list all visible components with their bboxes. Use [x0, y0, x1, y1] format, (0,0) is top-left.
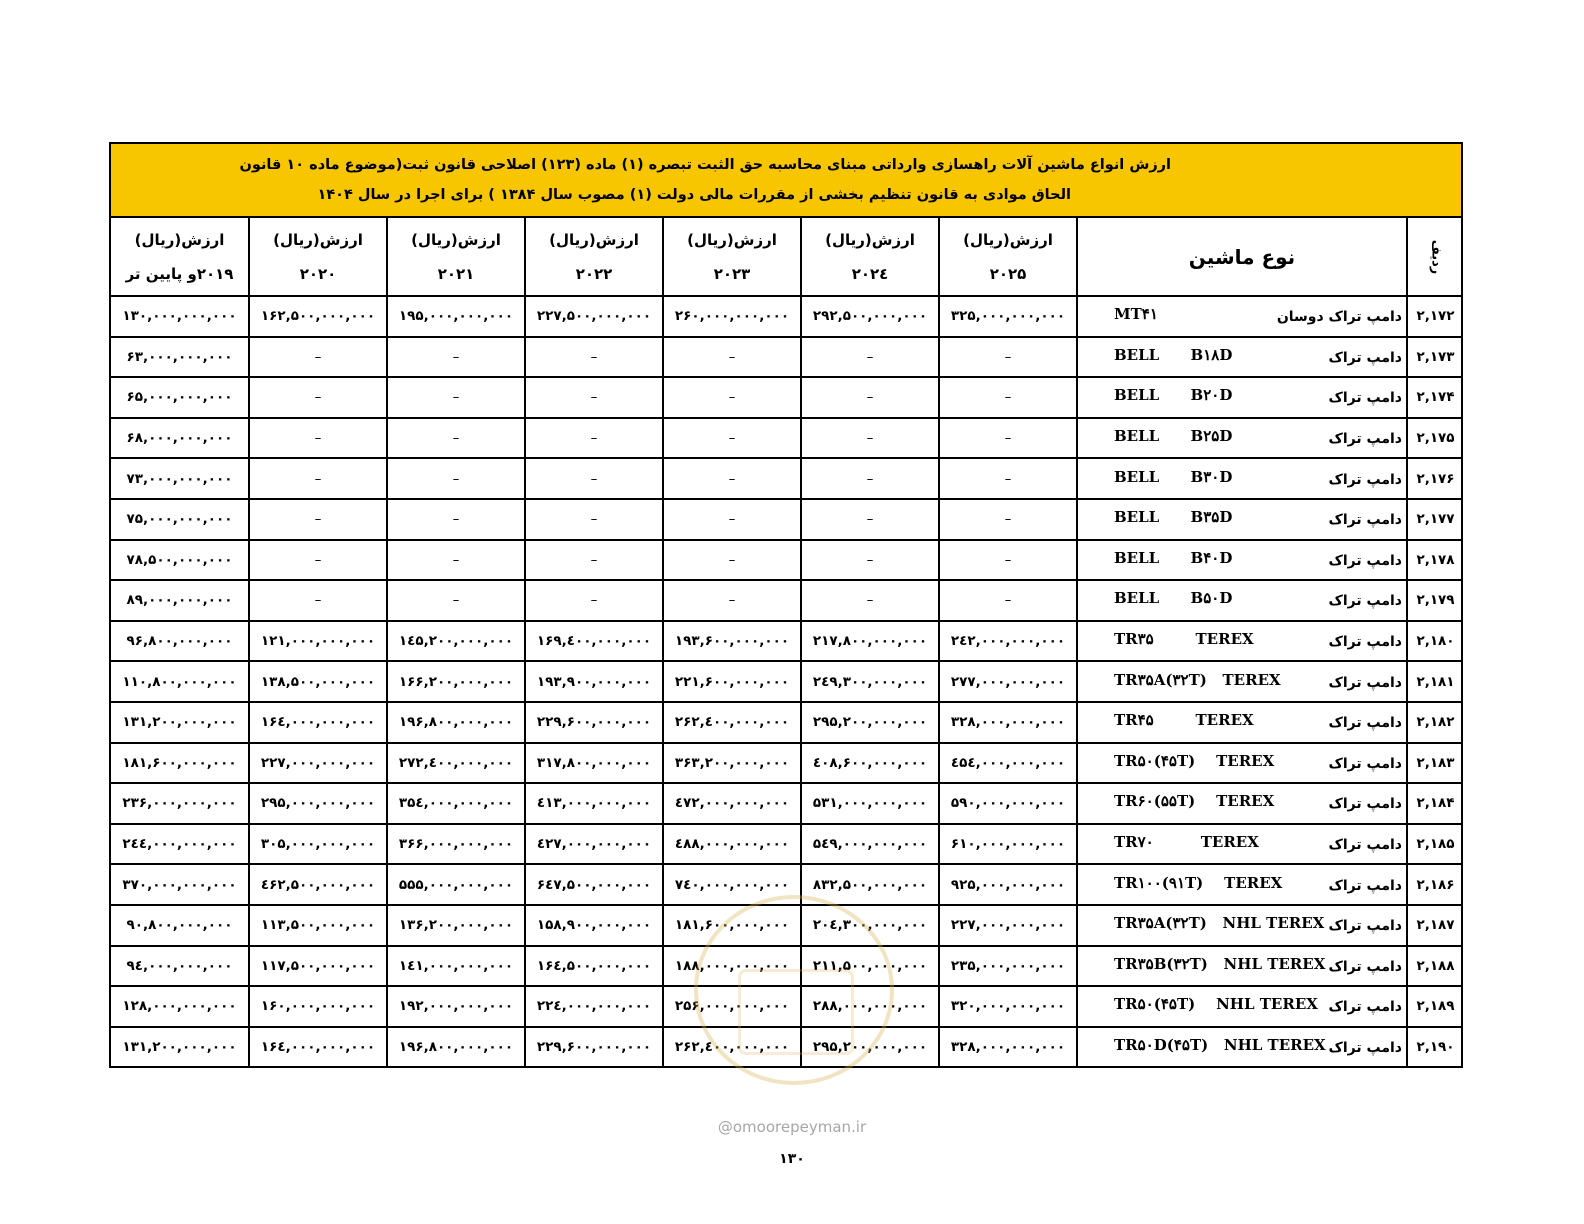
value-cell: ۱۶٤,۰۰۰,۰۰۰,۰۰۰	[249, 1027, 387, 1067]
machine-type-cell	[1077, 864, 1407, 905]
value-cell: ۱۱۰,۸۰۰,۰۰۰,۰۰۰	[111, 661, 249, 702]
machine-type-cell	[1077, 418, 1407, 459]
value-cell: ۳۲۵,۰۰۰,۰۰۰,۰۰۰	[939, 296, 1077, 337]
value-cell: –	[663, 458, 801, 499]
value-cell: –	[663, 377, 801, 418]
value-cell: –	[249, 377, 387, 418]
machine-type-cell	[1077, 986, 1407, 1027]
value-cell: ۳۲۸,۰۰۰,۰۰۰,۰۰۰	[939, 1027, 1077, 1067]
value-cell: ۲٤۹,۳۰۰,۰۰۰,۰۰۰	[801, 661, 939, 702]
row-code: ۲,۱۸۴	[1407, 783, 1463, 824]
value-cell: –	[663, 337, 801, 378]
value-cell: ۱۵۸,۹۰۰,۰۰۰,۰۰۰	[525, 905, 663, 946]
machine-type-cell	[1077, 377, 1407, 418]
machine-type-cell	[1077, 296, 1407, 337]
machine-model: MT۴۱	[1114, 305, 1158, 324]
value-cell: –	[249, 458, 387, 499]
value-cell: ۱۸۸,۰۰۰,۰۰۰,۰۰۰	[663, 946, 801, 987]
value-cell: ۱۳۱,۲۰۰,۰۰۰,۰۰۰	[111, 702, 249, 743]
value-cell: –	[249, 499, 387, 540]
row-code: ۲,۱۷۹	[1407, 580, 1463, 621]
value-cell: –	[387, 499, 525, 540]
value-cell: –	[939, 499, 1077, 540]
value-cell: –	[387, 337, 525, 378]
header-year-2023: ارزش(ریال) ۲۰۲۳	[663, 218, 801, 296]
machine-model: BELL B۴۰D	[1114, 549, 1233, 568]
value-cell: –	[387, 458, 525, 499]
value-cell: ۲۲۱,۶۰۰,۰۰۰,۰۰۰	[663, 661, 801, 702]
value-cell: ۵۳۱,۰۰۰,۰۰۰,۰۰۰	[801, 783, 939, 824]
table-row	[111, 296, 1463, 337]
value-cell: ۱۶٤,۵۰۰,۰۰۰,۰۰۰	[525, 946, 663, 987]
row-code: ۲,۱۷۶	[1407, 458, 1463, 499]
value-cell: –	[525, 580, 663, 621]
value-cell: ۳۰۵,۰۰۰,۰۰۰,۰۰۰	[249, 824, 387, 865]
machine-model: TR۳۵A(۳۲T) TEREX	[1114, 670, 1281, 689]
table-row	[111, 702, 1463, 743]
table-row	[111, 661, 1463, 702]
value-cell: ٤۷۲,۰۰۰,۰۰۰,۰۰۰	[663, 783, 801, 824]
value-cell: ۱۹۵,۰۰۰,۰۰۰,۰۰۰	[387, 296, 525, 337]
machine-model: BELL B۵۰D	[1114, 589, 1233, 608]
value-cell: –	[249, 580, 387, 621]
value-cell: –	[387, 540, 525, 581]
table-row	[111, 377, 1463, 418]
row-code: ۲,۱۸۰	[1407, 621, 1463, 662]
table-row	[111, 458, 1463, 499]
machine-model: TR۳۵B(۳۲T) NHL TEREX	[1114, 954, 1326, 973]
row-code: ۲,۱۸۷	[1407, 905, 1463, 946]
table-row	[111, 499, 1463, 540]
value-cell: ۲۲٤,۰۰۰,۰۰۰,۰۰۰	[525, 986, 663, 1027]
value-cell: ۷۵,۰۰۰,۰۰۰,۰۰۰	[111, 499, 249, 540]
machine-name: دامپ تراک	[1328, 471, 1402, 488]
row-code: ۲,۱۸۵	[1407, 824, 1463, 865]
value-cell: ۱۶۲,۵۰۰,۰۰۰,۰۰۰	[249, 296, 387, 337]
value-cell: ۲۳۶,۰۰۰,۰۰۰,۰۰۰	[111, 783, 249, 824]
value-cell: –	[801, 337, 939, 378]
machine-model: BELL B۳۵D	[1114, 508, 1233, 527]
value-cell: –	[939, 418, 1077, 459]
machine-type-cell	[1077, 783, 1407, 824]
row-code: ۲,۱۸۹	[1407, 986, 1463, 1027]
value-cell: ٤۰۸,۶۰۰,۰۰۰,۰۰۰	[801, 743, 939, 784]
machine-type-cell	[1077, 540, 1407, 581]
machine-model: TR۳۵ TEREX	[1114, 630, 1254, 649]
value-cell: –	[249, 418, 387, 459]
machine-type-cell	[1077, 580, 1407, 621]
row-code: ۲,۱۷۳	[1407, 337, 1463, 378]
value-cell: ۲۵۶,۰۰۰,۰۰۰,۰۰۰	[663, 986, 801, 1027]
value-cell: ۱۲۱,۰۰۰,۰۰۰,۰۰۰	[249, 621, 387, 662]
machine-model: TR۳۵A(۳۲T) NHL TEREX	[1114, 914, 1325, 933]
value-cell: ۵٤۹,۰۰۰,۰۰۰,۰۰۰	[801, 824, 939, 865]
value-cell: ۱۹۳,۹۰۰,۰۰۰,۰۰۰	[525, 661, 663, 702]
table-row	[111, 540, 1463, 581]
machine-name: دامپ تراک	[1328, 430, 1402, 447]
value-cell: –	[939, 458, 1077, 499]
value-cell: ۱۱۳,۵۰۰,۰۰۰,۰۰۰	[249, 905, 387, 946]
machine-name: دامپ تراک	[1328, 715, 1402, 732]
watermark-seal	[694, 895, 894, 1085]
value-cell: ۷۳,۰۰۰,۰۰۰,۰۰۰	[111, 458, 249, 499]
machine-name: دامپ تراک	[1328, 918, 1402, 935]
value-cell: –	[525, 458, 663, 499]
value-cell: ۲۰٤,۳۰۰,۰۰۰,۰۰۰	[801, 905, 939, 946]
machine-type-cell	[1077, 661, 1407, 702]
value-cell: ۹٤,۰۰۰,۰۰۰,۰۰۰	[111, 946, 249, 987]
value-cell: ۲۲۷,۰۰۰,۰۰۰,۰۰۰	[939, 905, 1077, 946]
value-cell: ۱۳۱,۲۰۰,۰۰۰,۰۰۰	[111, 1027, 249, 1067]
value-cell: ۲۷۷,۰۰۰,۰۰۰,۰۰۰	[939, 661, 1077, 702]
machine-model: BELL B۱۸D	[1114, 346, 1233, 365]
row-code: ۲,۱۸۳	[1407, 743, 1463, 784]
value-cell: –	[663, 499, 801, 540]
value-cell: ٤۲۷,۰۰۰,۰۰۰,۰۰۰	[525, 824, 663, 865]
value-cell: –	[663, 540, 801, 581]
row-code: ۲,۱۸۶	[1407, 864, 1463, 905]
value-cell: –	[525, 418, 663, 459]
row-code: ۲,۱۸۲	[1407, 702, 1463, 743]
value-cell: ۱۱۷,۵۰۰,۰۰۰,۰۰۰	[249, 946, 387, 987]
machine-model: TR۴۵ TEREX	[1114, 711, 1254, 730]
machine-name: دامپ تراک دوسان	[1276, 309, 1402, 326]
value-cell: ۱۶۹,٤۰۰,۰۰۰,۰۰۰	[525, 621, 663, 662]
header-row	[111, 218, 1463, 296]
value-cell: ۲۹۲,۵۰۰,۰۰۰,۰۰۰	[801, 296, 939, 337]
machine-name: دامپ تراک	[1328, 349, 1402, 366]
header-year-2025: ارزش(ریال) ۲۰۲۵	[939, 218, 1077, 296]
title-line-2: الحاق موادی به قانون تنظیم بخشی از مقررات مالی دولت (۱) مصوب سال ۱۳۸۴ ) برای اجرا در سال ۱۴۰۴	[317, 187, 1071, 203]
value-cell: –	[525, 499, 663, 540]
value-cell: ۱۹۶,۸۰۰,۰۰۰,۰۰۰	[387, 702, 525, 743]
value-cell: ۲۹۵,۲۰۰,۰۰۰,۰۰۰	[801, 1027, 939, 1067]
value-cell: ۲۲۹,۶۰۰,۰۰۰,۰۰۰	[525, 702, 663, 743]
value-cell: ۱۶۰,۰۰۰,۰۰۰,۰۰۰	[249, 986, 387, 1027]
value-cell: –	[801, 418, 939, 459]
table-row	[111, 580, 1463, 621]
value-cell: ۹۶,۸۰۰,۰۰۰,۰۰۰	[111, 621, 249, 662]
machine-model: BELL B۲۰D	[1114, 386, 1233, 405]
value-cell: ۲۲۷,۰۰۰,۰۰۰,۰۰۰	[249, 743, 387, 784]
value-cell: ٤۶۲,۵۰۰,۰۰۰,۰۰۰	[249, 864, 387, 905]
machine-model: TR۵۰(۴۵T) TEREX	[1114, 752, 1275, 771]
machine-name: دامپ تراک	[1328, 958, 1402, 975]
value-cell: ۷۸,۵۰۰,۰۰۰,۰۰۰	[111, 540, 249, 581]
value-cell: ۱۶٤,۰۰۰,۰۰۰,۰۰۰	[249, 702, 387, 743]
value-cell: ٤۸۸,۰۰۰,۰۰۰,۰۰۰	[663, 824, 801, 865]
header-year-2020: ارزش(ریال) ۲۰۲۰	[249, 218, 387, 296]
header-rank: ردیف	[1407, 218, 1463, 296]
value-cell: –	[387, 580, 525, 621]
value-cell: ۲۷۲,٤۰۰,۰۰۰,۰۰۰	[387, 743, 525, 784]
value-cell: ٤۱۳,۰۰۰,۰۰۰,۰۰۰	[525, 783, 663, 824]
value-cell: ۹۲۵,۰۰۰,۰۰۰,۰۰۰	[939, 864, 1077, 905]
header-year-2021: ارزش(ریال) ۲۰۲۱	[387, 218, 525, 296]
row-code: ۲,۱۸۸	[1407, 946, 1463, 987]
machine-type-cell	[1077, 824, 1407, 865]
value-cell: ۲۹۵,۲۰۰,۰۰۰,۰۰۰	[801, 702, 939, 743]
header-year-2022: ارزش(ریال) ۲۰۲۲	[525, 218, 663, 296]
value-cell: ۳۶۶,۰۰۰,۰۰۰,۰۰۰	[387, 824, 525, 865]
row-code: ۲,۱۸۱	[1407, 661, 1463, 702]
website-watermark: @omoorepeyman.ir	[717, 1118, 867, 1136]
machine-type-cell	[1077, 905, 1407, 946]
value-cell: ۲۲۷,۵۰۰,۰۰۰,۰۰۰	[525, 296, 663, 337]
table-row	[111, 743, 1463, 784]
value-cell: ۹۰,۸۰۰,۰۰۰,۰۰۰	[111, 905, 249, 946]
value-cell: –	[801, 458, 939, 499]
value-cell: ۱٤۱,۰۰۰,۰۰۰,۰۰۰	[387, 946, 525, 987]
value-cell: ۱۹۶,۸۰۰,۰۰۰,۰۰۰	[387, 1027, 525, 1067]
machine-name: دامپ تراک	[1328, 512, 1402, 529]
value-cell: –	[801, 499, 939, 540]
value-cell: –	[939, 377, 1077, 418]
value-cell: ۳۶۳,۲۰۰,۰۰۰,۰۰۰	[663, 743, 801, 784]
machine-model: BELL B۲۵D	[1114, 427, 1233, 446]
value-cell: ۱۹۳,۶۰۰,۰۰۰,۰۰۰	[663, 621, 801, 662]
value-cell: ۱۲۸,۰۰۰,۰۰۰,۰۰۰	[111, 986, 249, 1027]
row-code: ۲,۱۷۷	[1407, 499, 1463, 540]
value-cell: ۳۲۸,۰۰۰,۰۰۰,۰۰۰	[939, 702, 1077, 743]
machine-type-cell	[1077, 1027, 1407, 1067]
row-code: ۲,۱۷۴	[1407, 377, 1463, 418]
machine-type-cell	[1077, 702, 1407, 743]
value-cell: ۲٤۲,۰۰۰,۰۰۰,۰۰۰	[939, 621, 1077, 662]
table-row	[111, 824, 1463, 865]
value-cell: –	[525, 377, 663, 418]
value-cell: –	[525, 337, 663, 378]
value-cell: –	[249, 337, 387, 378]
value-cell: ۲۱۱,۵۰۰,۰۰۰,۰۰۰	[801, 946, 939, 987]
value-cell: ۱۳۰,۰۰۰,۰۰۰,۰۰۰	[111, 296, 249, 337]
value-cell: ۲۶۲,٤۰۰,۰۰۰,۰۰۰	[663, 1027, 801, 1067]
machine-type-cell	[1077, 946, 1407, 987]
value-cell: ۱٤۵,۲۰۰,۰۰۰,۰۰۰	[387, 621, 525, 662]
row-code: ۲,۱۷۸	[1407, 540, 1463, 581]
value-cell: ۷٤۰,۰۰۰,۰۰۰,۰۰۰	[663, 864, 801, 905]
value-cell: ۵۹۰,۰۰۰,۰۰۰,۰۰۰	[939, 783, 1077, 824]
value-cell: ۲۸۸,۰۰۰,۰۰۰,۰۰۰	[801, 986, 939, 1027]
machine-type-cell	[1077, 337, 1407, 378]
table-title	[111, 144, 1461, 218]
machine-name: دامپ تراک	[1328, 877, 1402, 894]
value-cell: ۸۳۲,۵۰۰,۰۰۰,۰۰۰	[801, 864, 939, 905]
value-cell: ۲۶۰,۰۰۰,۰۰۰,۰۰۰	[663, 296, 801, 337]
value-cell: –	[939, 337, 1077, 378]
value-cell: –	[801, 580, 939, 621]
value-cell: –	[249, 540, 387, 581]
title-line-1: ارزش انواع ماشین آلات راهسازی وارداتی مبنای محاسبه حق الثبت تبصره (۱) ماده (۱۲۳) اصلاحی قانون ثبت(موضوع ماده ۱۰ قانون	[239, 157, 1171, 173]
machine-model: TR۷۰ TEREX	[1114, 833, 1259, 852]
header-year-2019-and-earlier: ارزش(ریال) ۲۰۱۹و پایین تر	[111, 218, 249, 296]
value-cell: –	[387, 418, 525, 459]
value-cell: ۸۹,۰۰۰,۰۰۰,۰۰۰	[111, 580, 249, 621]
machine-model: BELL B۳۰D	[1114, 467, 1233, 486]
table-row	[111, 621, 1463, 662]
machine-type-cell	[1077, 621, 1407, 662]
value-cell: ۲۶۲,٤۰۰,۰۰۰,۰۰۰	[663, 702, 801, 743]
value-cell: ۶۵,۰۰۰,۰۰۰,۰۰۰	[111, 377, 249, 418]
value-cell: ۲۱۷,۸۰۰,۰۰۰,۰۰۰	[801, 621, 939, 662]
value-cell: ۱۸۱,۶۰۰,۰۰۰,۰۰۰	[663, 905, 801, 946]
value-cell: ۵۵۵,۰۰۰,۰۰۰,۰۰۰	[387, 864, 525, 905]
header-machine-type: نوع ماشین	[1077, 218, 1407, 296]
value-cell: ۲۲۹,۶۰۰,۰۰۰,۰۰۰	[525, 1027, 663, 1067]
machine-name: دامپ تراک	[1328, 836, 1402, 853]
value-cell: ۲۹۵,۰۰۰,۰۰۰,۰۰۰	[249, 783, 387, 824]
row-code: ۲,۱۷۵	[1407, 418, 1463, 459]
machine-name: دامپ تراک	[1328, 390, 1402, 407]
machine-name: دامپ تراک	[1328, 796, 1402, 813]
page-number: ۱۳۰	[779, 1151, 805, 1167]
table-row	[111, 783, 1463, 824]
value-cell: ۶٤۷,۵۰۰,۰۰۰,۰۰۰	[525, 864, 663, 905]
machine-model: TR۶۰(۵۵T) TEREX	[1114, 792, 1275, 811]
machine-name: دامپ تراک	[1328, 674, 1402, 691]
value-cell: ۳۲۰,۰۰۰,۰۰۰,۰۰۰	[939, 986, 1077, 1027]
value-cell: –	[663, 418, 801, 459]
machine-model: TR۵۰D(۴۵T) NHL TEREX	[1114, 1036, 1326, 1055]
value-cell: ۲۳۵,۰۰۰,۰۰۰,۰۰۰	[939, 946, 1077, 987]
machine-type-cell	[1077, 458, 1407, 499]
machine-name: دامپ تراک	[1328, 1039, 1402, 1056]
value-cell: –	[939, 580, 1077, 621]
machine-name: دامپ تراک	[1328, 593, 1402, 610]
value-cell: –	[663, 580, 801, 621]
table-row	[111, 418, 1463, 459]
value-cell: ۱۳۶,۲۰۰,۰۰۰,۰۰۰	[387, 905, 525, 946]
machine-model: TR۱۰۰(۹۱T) TEREX	[1114, 873, 1283, 892]
table-row	[111, 337, 1463, 378]
value-cell: ۱۹۲,۰۰۰,۰۰۰,۰۰۰	[387, 986, 525, 1027]
value-cell: ۳۷۰,۰۰۰,۰۰۰,۰۰۰	[111, 864, 249, 905]
value-cell: –	[801, 377, 939, 418]
value-cell: –	[387, 377, 525, 418]
value-cell: ۱۸۱,۶۰۰,۰۰۰,۰۰۰	[111, 743, 249, 784]
machine-model: TR۵۰(۴۵T) NHL TEREX	[1114, 995, 1318, 1014]
value-cell: ۳۵٤,۰۰۰,۰۰۰,۰۰۰	[387, 783, 525, 824]
value-cell: ۶۸,۰۰۰,۰۰۰,۰۰۰	[111, 418, 249, 459]
value-cell: ۶۳,۰۰۰,۰۰۰,۰۰۰	[111, 337, 249, 378]
machine-name: دامپ تراک	[1328, 755, 1402, 772]
value-cell: ۱۶۶,۲۰۰,۰۰۰,۰۰۰	[387, 661, 525, 702]
value-cell: ۳۱۷,۸۰۰,۰۰۰,۰۰۰	[525, 743, 663, 784]
value-cell: ۱۳۸,۵۰۰,۰۰۰,۰۰۰	[249, 661, 387, 702]
row-code: ۲,۱۹۰	[1407, 1027, 1463, 1067]
value-cell: ٤۵٤,۰۰۰,۰۰۰,۰۰۰	[939, 743, 1077, 784]
machine-type-cell	[1077, 743, 1407, 784]
value-cell: ۶۱۰,۰۰۰,۰۰۰,۰۰۰	[939, 824, 1077, 865]
row-code: ۲,۱۷۲	[1407, 296, 1463, 337]
value-cell: ۲٤٤,۰۰۰,۰۰۰,۰۰۰	[111, 824, 249, 865]
value-cell: –	[801, 540, 939, 581]
header-year-2024: ارزش(ریال) ۲۰۲٤	[801, 218, 939, 296]
machine-type-cell	[1077, 499, 1407, 540]
value-cell: –	[525, 540, 663, 581]
machine-name: دامپ تراک	[1328, 552, 1402, 569]
value-cell: –	[939, 540, 1077, 581]
machine-name: دامپ تراک	[1328, 999, 1402, 1016]
machine-name: دامپ تراک	[1328, 633, 1402, 650]
